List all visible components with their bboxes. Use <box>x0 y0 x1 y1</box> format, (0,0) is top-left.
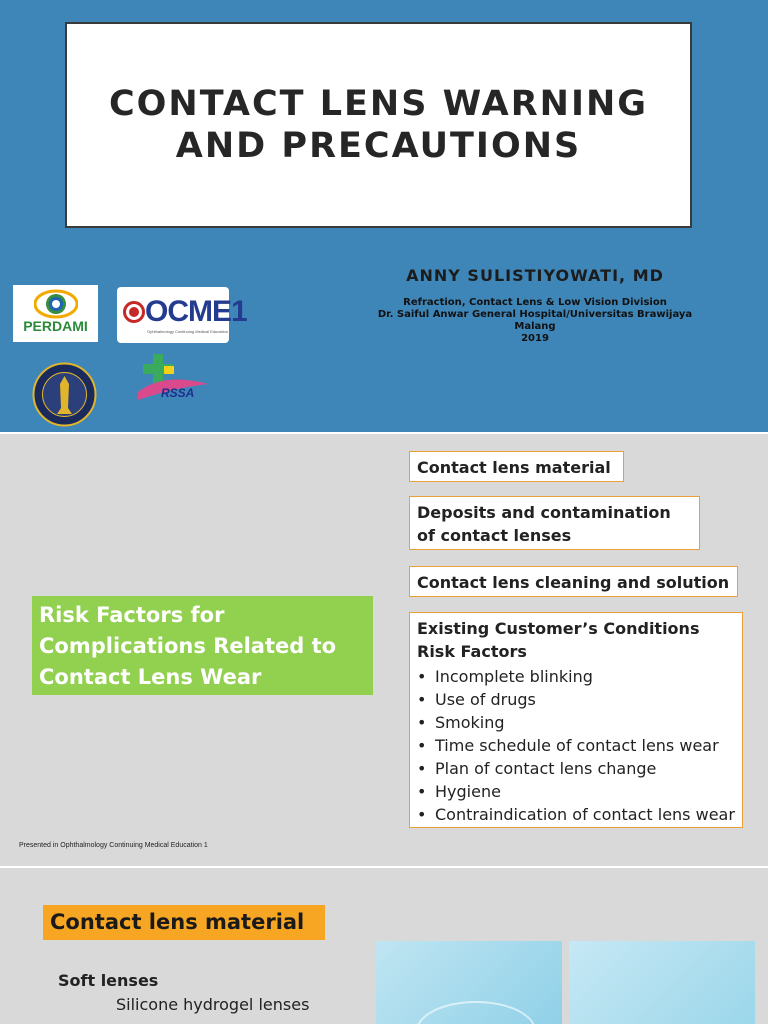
lens-shape <box>416 1001 536 1024</box>
list-item: • Use of drugs <box>417 690 536 709</box>
list-item: • Smoking <box>417 713 505 732</box>
risk-factors-heading-box <box>32 596 373 695</box>
list-item: • Incomplete blinking <box>417 667 593 686</box>
box-contact-lens-material: Contact lens material <box>409 451 624 482</box>
slide-footer: Presented in Ophthalmology Continuing Medical Education 1 <box>19 842 208 849</box>
list-item: • Time schedule of contact lens wear <box>417 736 719 755</box>
brawijaya-seal-icon <box>32 362 97 427</box>
soft-lenses-label: Soft lenses <box>58 971 159 990</box>
risk-factors-heading: Risk Factors for Complications Related to Contact Lens Wear <box>39 603 337 689</box>
affiliation-line: 2019 <box>521 333 549 344</box>
affiliation-line: Refraction, Contact Lens & Low Vision Division <box>403 297 667 308</box>
ocme-subtitle: Ophthalmology Continuing Medical Education <box>147 329 228 334</box>
perdami-logo <box>13 285 98 342</box>
ocme-logo <box>117 287 247 343</box>
list-item: • Contraindication of contact lens wear <box>417 805 735 824</box>
box-cleaning-solution: Contact lens cleaning and solution <box>409 566 738 597</box>
conditions-heading: Existing Customer’s Conditions Risk Factors <box>417 619 700 661</box>
lens-material-title: Contact lens material <box>43 905 325 940</box>
slide-lens-material <box>0 868 768 1024</box>
lens-photo <box>569 941 755 1024</box>
affiliation-line: Dr. Saiful Anwar General Hospital/Universitas Brawijaya <box>377 309 693 320</box>
author-name: ANNY SULISTIYOWATI, MD <box>406 266 664 285</box>
list-item: • Plan of contact lens change <box>417 759 657 778</box>
silicone-hydrogel-label: Silicone hydrogel lenses <box>116 995 310 1014</box>
ocme-ring-icon <box>123 301 145 323</box>
affiliation <box>370 297 700 345</box>
affiliation-line: Malang <box>514 321 556 332</box>
eye-icon <box>34 289 78 319</box>
box-customer-conditions <box>409 612 743 828</box>
slide-title-text: CONTACT LENS WARNING AND PRECAUTIONS <box>108 84 649 166</box>
ocme-text: OCME1 <box>145 295 247 328</box>
title-box <box>65 22 692 228</box>
conditions-list <box>417 665 735 826</box>
rssa-logo <box>133 352 213 422</box>
list-item: • Hygiene <box>417 782 501 801</box>
rssa-text: RSSA <box>161 386 195 400</box>
box-deposits: Deposits and contamination of contact lenses <box>409 496 700 550</box>
perdami-text: PERDAMI <box>23 318 88 334</box>
slide-risk-factors <box>0 434 768 866</box>
lens-photo <box>376 941 562 1024</box>
slide-title <box>0 0 768 432</box>
